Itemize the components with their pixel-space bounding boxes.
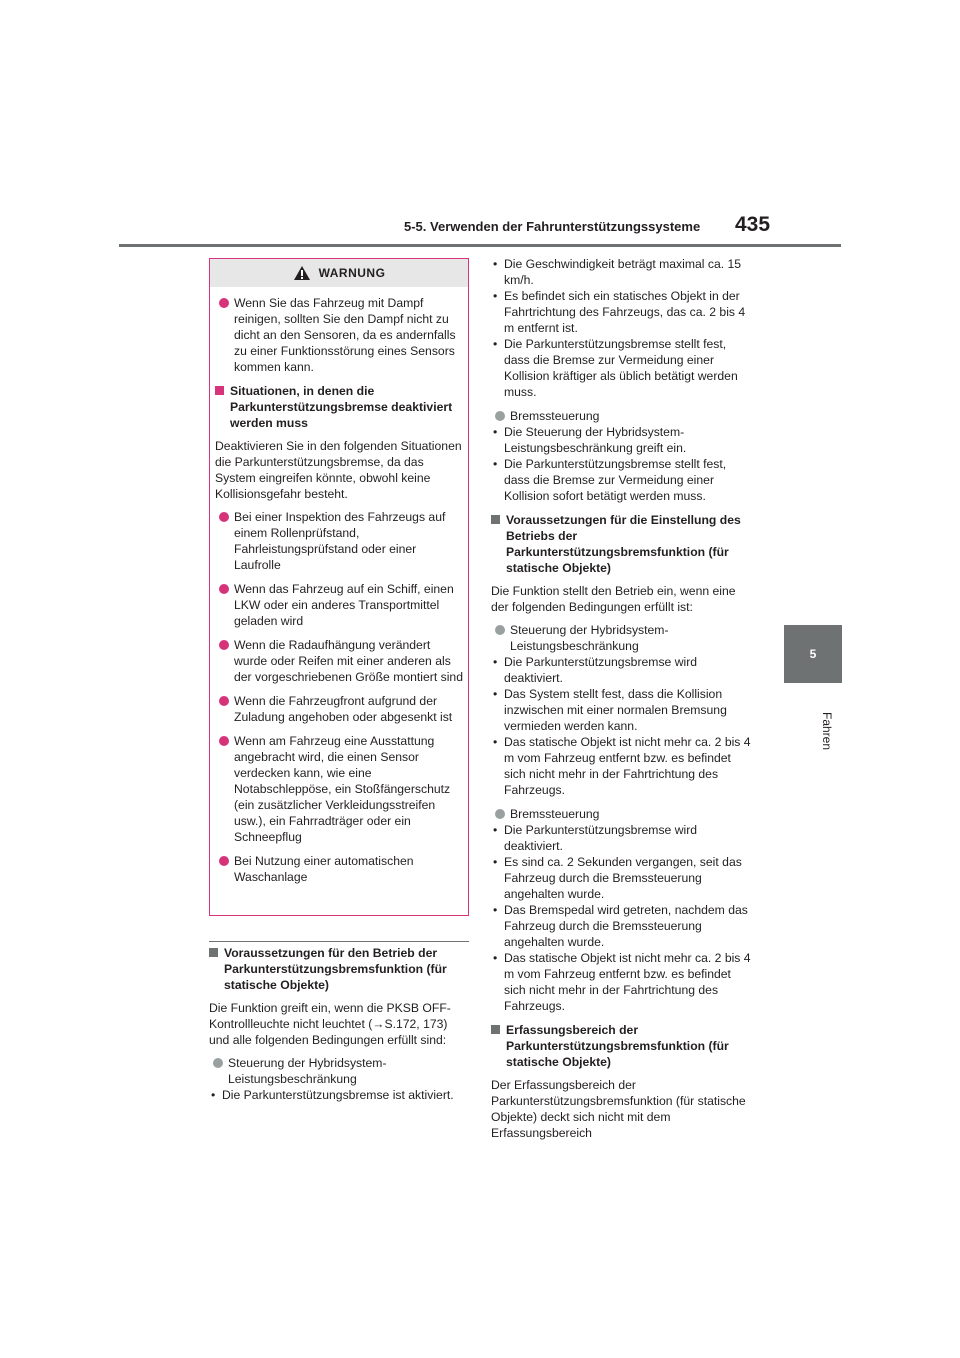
section-heading [491,512,751,576]
page-number: 435 [735,213,771,236]
chapter-tab [784,625,842,683]
square-bullet-icon [491,1025,500,1034]
list-item-text: Wenn die Radaufhängung verändert wurde oder Reifen mit einer anderen als der vorgeschriebenen Größe montiert sind [234,638,463,684]
section-divider [209,941,469,942]
bullet-group [491,622,751,798]
sub-item-text: Das statische Objekt ist nicht mehr ca. 2 bis 4 m vom Fahrzeug entfernt bzw. es befindet sich nicht mehr in der Fahrtrichtung des Fahrzeugs. [504,735,751,797]
list-item [215,581,463,629]
bullet-icon [219,696,229,706]
paragraph: Der Erfassungsbereich der Parkunterstützungsbremsfunktion (für statische Objekte) deckt sich nicht mit dem Erfassungsbereich [491,1078,746,1140]
list-item [215,509,463,573]
heading-text: Erfassungsbereich der Parkunterstützungsbremsfunktion (für statische Objekte) [506,1023,729,1069]
list-item [491,408,751,424]
sub-item: • Die Steuerung der Hybridsystem-Leistungsbeschränkung greift ein. [493,425,687,455]
square-bullet-icon [491,515,500,524]
warning-box [209,258,469,916]
heading-text: Voraussetzungen für die Einstellung des Betriebs der Parkunterstützungsbremsfunktion (für statische Objekte) [506,513,741,575]
warning-label: WARNUNG [318,266,386,280]
paragraph: Deaktivieren Sie in den folgenden Situationen die Parkunterstützungsbremse, da das System eingreifen könnte, obwohl keine Kollisionsgefahr besteht. [215,439,462,501]
bullet-group [491,408,751,504]
list-item-text: Bei Nutzung einer automatischen Waschanlage [234,854,414,884]
sub-item-text: Das Bremspedal wird getreten, nachdem das Fahrzeug durch die Bremssteuerung angehalten wurde. [504,903,748,949]
left-column [209,945,469,1103]
sub-item-text: Es befindet sich ein statisches Objekt in der Fahrtrichtung des Fahrzeugs, das ca. 2 bis 4 m entfernt ist. [504,289,746,335]
warning-body [215,295,463,893]
list-item [215,693,463,725]
list-item [215,853,463,885]
bullet-icon [219,736,229,746]
square-bullet-icon [215,386,224,395]
sub-item: • Das System stellt fest, dass die Kollision inzwischen mit einer normalen Bremsung vermieden werden kann. [493,687,727,733]
sub-item-text: Das System stellt fest, dass die Kollision inzwischen mit einer normalen Bremsung vermieden werden kann. [504,687,727,733]
list-item [215,295,463,375]
sub-item: • Das statische Objekt ist nicht mehr ca. 2 bis 4 m vom Fahrzeug entfernt bzw. es befindet sich nicht mehr in der Fahrtrichtung des Fahrzeugs. [493,951,751,1013]
sub-item-text: Die Parkunterstützungsbremse stellt fest, dass die Bremse zur Vermeidung einer Kollision sofort betätigt werden muss. [504,457,727,503]
sub-item: • Die Geschwindigkeit beträgt maximal ca. 15 km/h. [493,257,742,287]
list-item [209,1055,469,1087]
section-heading [491,1022,751,1070]
sub-item: • Die Parkunterstützungsbremse stellt fest, dass die Bremse zur Vermeidung einer Kollision sofort betätigt werden muss. [493,457,727,503]
chapter-label: Fahren [820,712,834,751]
heading-text: Voraussetzungen für den Betrieb der Parkunterstützungsbremsfunktion (für statische Objekte) [224,946,447,992]
paragraph: Die Funktion greift ein, wenn die PKSB OFF-Kontrollleuchte nicht leuchtet (→S.172, 173) und alle folgenden Bedingungen erfüllt sind: [209,1001,451,1047]
bullet-icon [495,411,505,421]
list-item-text: Wenn am Fahrzeug eine Ausstattung angebracht wird, die einen Sensor verdecken kann, wie eine Notabschleppöse, ein Stoßfängerschutz (ein zusätzlicher Verkleidungsstreifen usw.), ein Fahrradträger oder ein Schneepflug [234,734,451,844]
section-heading [215,383,463,431]
list-item-text: Steuerung der Hybridsystem-Leistungsbeschränkung [228,1056,387,1086]
sub-item-text: Die Parkunterstützungsbremse wird deaktiviert. [504,655,698,685]
sub-item-text: Die Steuerung der Hybridsystem-Leistungsbeschränkung greift ein. [504,425,687,455]
list-item-text: Bremssteuerung [510,409,600,423]
header-rule [119,244,841,247]
bullet-icon [219,856,229,866]
sub-item: • Die Parkunterstützungsbremse stellt fest, dass die Bremse zur Vermeidung einer Kollision kräftiger als üblich betätigt werden muss. [493,337,738,399]
sub-item: • Das Bremspedal wird getreten, nachdem das Fahrzeug durch die Bremssteuerung angehalten wurde. [493,903,748,949]
sub-item: • Die Parkunterstützungsbremse ist aktiviert. [211,1088,454,1102]
warning-header [210,259,468,287]
bullet-icon [213,1058,223,1068]
right-column [491,256,751,1148]
list-item-text: Wenn die Fahrzeugfront aufgrund der Zuladung angehoben oder abgesenkt ist [234,694,453,724]
list-item-text: Wenn Sie das Fahrzeug mit Dampf reinigen, sollten Sie den Dampf nicht zu dicht an den Sensoren, da es andernfalls zu einer Funktionsstörung eines Sensors kommen kann. [234,296,456,374]
bullet-icon [495,809,505,819]
square-bullet-icon [209,948,218,957]
bullet-icon [219,298,229,308]
chapter-number: 5 [809,647,817,661]
bullet-icon [219,512,229,522]
sub-list [491,256,751,400]
sub-item-text: Das statische Objekt ist nicht mehr ca. 2 bis 4 m vom Fahrzeug entfernt bzw. es befindet sich nicht mehr in der Fahrtrichtung des Fahrzeugs. [504,951,751,1013]
heading-text: Situationen, in denen die Parkunterstützungsbremse deaktiviert werden muss [230,384,453,430]
section-title: 5-5. Verwenden der Fahrunterstützungssysteme [404,219,701,234]
sub-item-text: Die Geschwindigkeit beträgt maximal ca. 15 km/h. [504,257,742,287]
bullet-icon [495,625,505,635]
list-item [491,806,751,822]
sub-item: • Das statische Objekt ist nicht mehr ca. 2 bis 4 m vom Fahrzeug entfernt bzw. es befindet sich nicht mehr in der Fahrtrichtung des Fahrzeugs. [493,735,751,797]
sub-item: • Es sind ca. 2 Sekunden vergangen, seit das Fahrzeug durch die Bremssteuerung angehalten wurde. [493,855,742,901]
sub-item: • Die Parkunterstützungsbremse wird deaktiviert. [493,823,698,853]
bullet-group [491,806,751,1014]
sub-item: • Es befindet sich ein statisches Objekt in der Fahrtrichtung des Fahrzeugs, das ca. 2 bis 4 m entfernt ist. [493,289,746,335]
sub-item-text: Die Parkunterstützungsbremse ist aktiviert. [222,1088,454,1102]
list-item [215,733,463,845]
list-item [491,622,751,654]
section-heading [209,945,469,993]
sub-item-text: Es sind ca. 2 Sekunden vergangen, seit das Fahrzeug durch die Bremssteuerung angehalten wurde. [504,855,742,901]
list-item-text: Bremssteuerung [510,807,600,821]
paragraph: Die Funktion stellt den Betrieb ein, wenn eine der folgenden Bedingungen erfüllt ist: [491,584,736,614]
list-item [215,637,463,685]
sub-item: • Die Parkunterstützungsbremse wird deaktiviert. [493,655,698,685]
sub-item-text: Die Parkunterstützungsbremse wird deaktiviert. [504,823,698,853]
list-item-text: Steuerung der Hybridsystem-Leistungsbeschränkung [510,623,669,653]
bullet-icon [219,640,229,650]
warning-icon [293,265,311,281]
list-item-text: Bei einer Inspektion des Fahrzeugs auf einem Rollenprüfstand, Fahrleistungsprüfstand oder einer Laufrolle [234,510,446,572]
list-item-text: Wenn das Fahrzeug auf ein Schiff, einen LKW oder ein anderes Transportmittel geladen wird [234,582,454,628]
bullet-icon [219,584,229,594]
sub-item-text: Die Parkunterstützungsbremse stellt fest, dass die Bremse zur Vermeidung einer Kollision kräftiger als üblich betätigt werden muss. [504,337,738,399]
